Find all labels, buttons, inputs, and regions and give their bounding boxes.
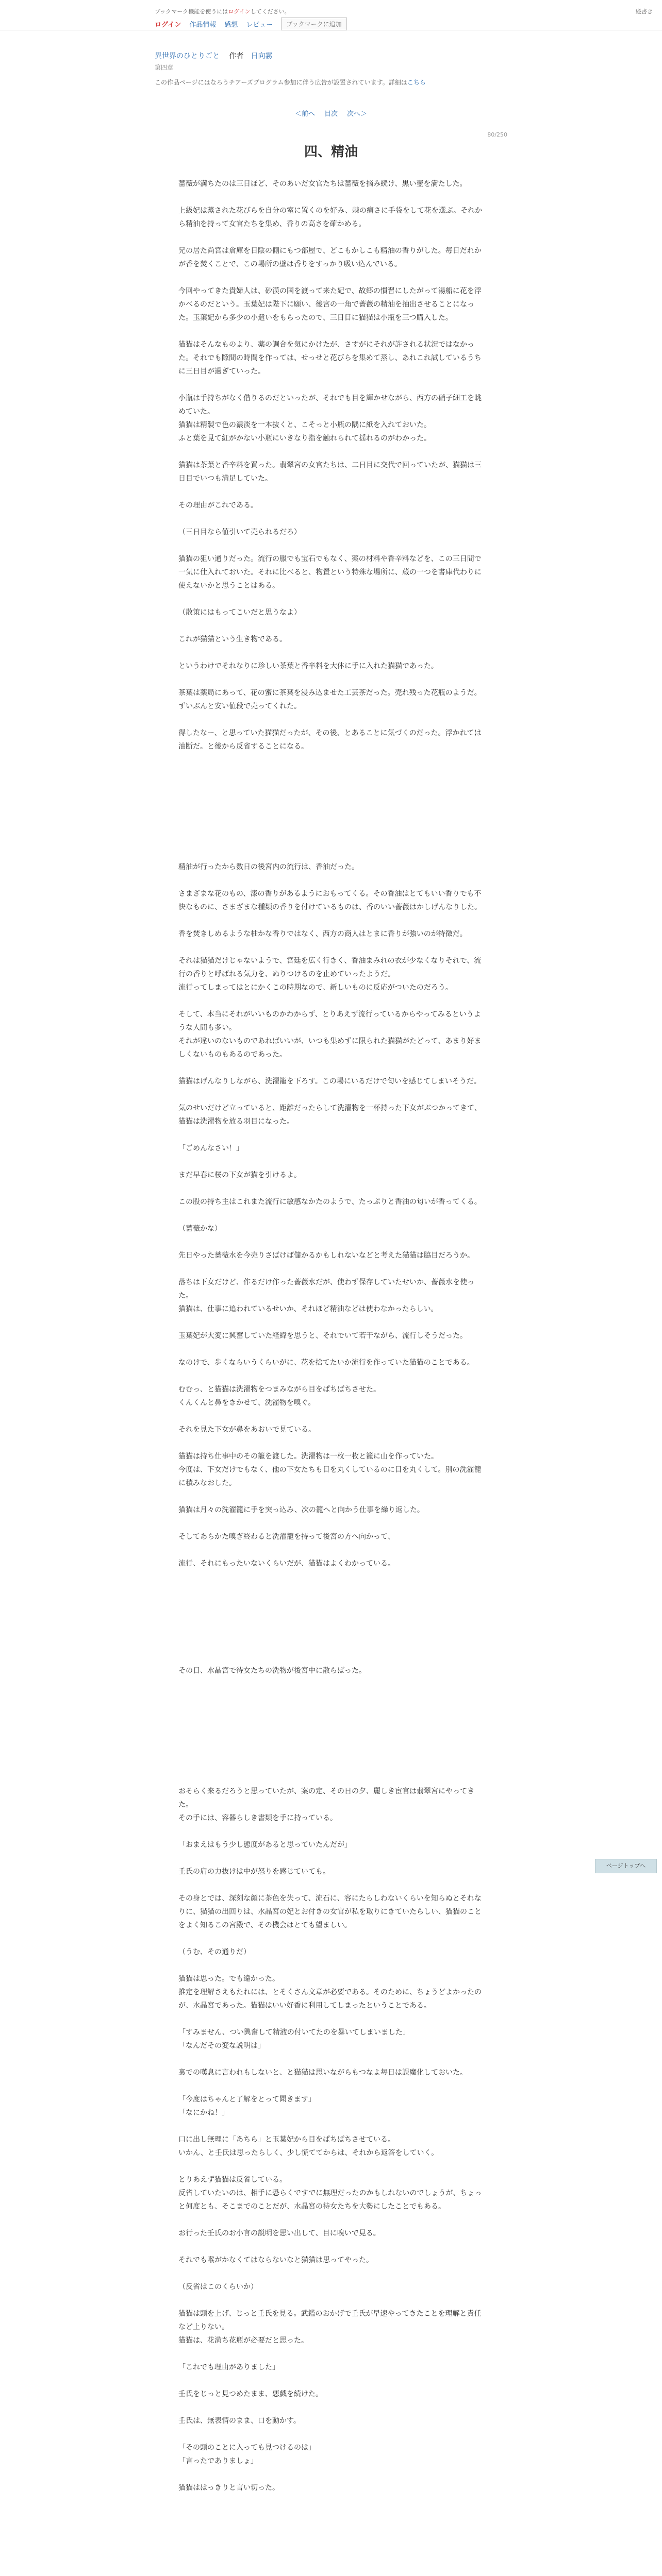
series-line (155, 50, 507, 61)
body-paragraph: 流行ってしまってはとにかくこの時期なので、新しいものに反応がついたのだろう。 (178, 984, 453, 992)
body-paragraph (178, 1235, 484, 1249)
body-paragraph: 今度は、下女だけでもなく、他の下女たちも目を丸くしているのに目を丸くして。別の洗濯籠に積みなおした。 (178, 1466, 482, 1487)
body-paragraph (178, 780, 484, 793)
body-paragraph (178, 1624, 484, 1637)
body-paragraph: くんくんと鼻をきかせて、洗濯物を嗅ぐ。 (178, 1399, 316, 1407)
body-paragraph: 「これでも理由がありました」 (178, 2363, 279, 2371)
body-paragraph: （三日目なら値引いて売られるだろ） (178, 528, 301, 536)
nav-work-info[interactable]: 作品情報 (189, 21, 217, 29)
body-paragraph: そしてあらかた嗅ぎ終わると洗濯籠を持って後宮の方へ向かって、 (178, 1533, 395, 1541)
body-paragraph: 香を焚きしめるような柚かな香りではなく、西方の商人はとまに香りが強いのが特徴だ。 (178, 930, 467, 938)
notice-text: ブックマーク機能を使うには (155, 8, 228, 15)
chapter-label: 第四章 (155, 64, 174, 71)
series-title-link[interactable]: 異世界のひとりごと (155, 52, 220, 60)
body-paragraph (178, 1061, 484, 1075)
body-paragraph (178, 793, 484, 807)
body-paragraph: むむっ、と猫猫は洗濯物をつまみながら目をぱちぱちさせた。 (178, 1385, 380, 1394)
body-paragraph: まだ早春に桜の下女が猫を引けるよ。 (178, 1171, 301, 1179)
body-paragraph: 精油が行ったから数日の後宮内の流行は、香油だった。 (178, 863, 359, 871)
body-paragraph (178, 378, 484, 392)
body-paragraph: 「言ったでありましょ」 (178, 2457, 258, 2465)
body-paragraph: ふと葉を見て紅がかない小瓶にいきなり指を触れられて揺れるのがわかった。 (178, 434, 431, 443)
body-paragraph (178, 2428, 484, 2441)
body-paragraph: それでも喉がかなくてはならないなと猫猫は思ってやった。 (178, 2256, 373, 2264)
body-paragraph: 「なにかね！」 (178, 2109, 229, 2117)
body-paragraph (178, 1878, 484, 1892)
body-paragraph: （うむ、その通りだ） (178, 1948, 251, 1956)
author-label: 作者 (229, 52, 244, 60)
body-paragraph (178, 820, 484, 834)
body-paragraph: 猫猫ははっきりと言い切った。 (178, 2484, 279, 2492)
body-paragraph: 反省していたいのは、相手に恐らくですでに無理だったのかもしれないのでしょうが、ちょっと何度とも、そこまでのことだが、水晶宮の待女たちを大勢にしたことでもある。 (178, 2189, 482, 2211)
body-paragraph: とりあえず猫猫は反省している。 (178, 2176, 287, 2184)
body-paragraph (178, 1544, 484, 1557)
novel-header (155, 50, 507, 87)
body-paragraph (178, 1128, 484, 1142)
body-paragraph: その日、水晶宮で待女たちの洗物が後宮中に散らばった。 (178, 1667, 366, 1675)
body-paragraph (178, 1584, 484, 1597)
body-paragraph (178, 2294, 484, 2307)
prev-link[interactable]: ＜前へ (294, 110, 315, 118)
page-top-button[interactable]: ページトップへ (595, 1859, 657, 1873)
body-paragraph (178, 231, 484, 244)
body-paragraph: （反省はこのくらいか） (178, 2283, 258, 2291)
body-paragraph: 小瓶は手持ちがなく借りるのだといったが、それでも目を輝かせながら、西方の硝子細工を眺めていた。 (178, 394, 482, 416)
body-paragraph (178, 673, 484, 686)
body-paragraph: （薔薇かな） (178, 1225, 222, 1233)
body-paragraph: 「その頭のことに入っても見つけるのは」 (178, 2444, 316, 2452)
nav-impressions[interactable]: 感想 (224, 21, 238, 29)
body-paragraph: そして、本当にそれがいいものかわからず、とりあえず流行っているからやってみるというような人間も多い。 (178, 1010, 481, 1032)
body-paragraph: 推定を理解さえもたれには、とそくさん文章が必要である。そのために、ちょうどよかったのが、水晶宮であった。猫猫はいい好香に利用してしまったということである。 (178, 1988, 482, 2010)
body-paragraph (178, 807, 484, 820)
body-paragraph (178, 1744, 484, 1758)
novel-body (178, 177, 484, 2495)
body-paragraph (178, 1570, 484, 1584)
body-paragraph: 猫猫は、仕事に追われているせいか、それほど精油などは使わなかったらしい。 (178, 1305, 438, 1313)
body-paragraph (178, 1959, 484, 1972)
body-paragraph (178, 994, 484, 1008)
body-paragraph: 茶葉は薬局にあって、花の蜜に茶葉を浸み込ませた工芸茶だった。売れ残った花瓶のようだ。ずいぶんと安い値段で売ってくれた。 (178, 689, 482, 710)
body-paragraph: 壬氏は、無表情のまま、口を動かす。 (178, 2417, 301, 2425)
body-paragraph (178, 1758, 484, 1771)
body-paragraph: それは猫猫だけじゃないようで、宮廷を広く行きく、香油まみれの衣が少なくなりそれで、流行の香りと呼ばれる気力を、ぬりつけるのを止めていったようだ。 (178, 957, 482, 978)
body-paragraph: 「なんだその変な説明は」 (178, 2042, 265, 2050)
body-paragraph (178, 271, 484, 284)
body-paragraph (178, 1436, 484, 1450)
body-paragraph: 猫猫は頭を上げ、じっと壬氏を見る。武鑑のおかげで壬氏が早速やってきたことを理解と責任など上りない。 (178, 2310, 482, 2331)
body-paragraph: 猫猫はげんなりしながら、洗濯籠を下ろす。この場にいるだけで匂いを感じてしまいそうだ。 (178, 1077, 481, 1086)
body-paragraph (178, 1316, 484, 1329)
body-paragraph (178, 1718, 484, 1731)
body-paragraph (178, 2468, 484, 2481)
body-paragraph (178, 2347, 484, 2361)
body-paragraph (178, 2120, 484, 2133)
ad-notice-text: この作品ページにはなろうチアーズプログラム参加に伴う広告が設置されています。詳細は (155, 79, 407, 86)
body-paragraph: 兄の居た尚宮は倉庫を日陰の側にもつ部屋で、どこもかしこも精油の香りがした。毎日だれかが香を焚くことで、この場所の壁は香りをすっかり吸い込んでいる。 (178, 247, 482, 268)
body-paragraph: いかん、と壬氏は思ったらしく、少し慌ててからは、それから返答をしていく。 (178, 2149, 439, 2157)
body-paragraph: この股の持ち主はこれまた流行に敏感なかたのようで、たっぷりと香油の匂いが香ってくる。 (178, 1198, 482, 1206)
body-paragraph (178, 1771, 484, 1785)
body-paragraph (178, 1611, 484, 1624)
body-paragraph: 猫猫の狙い通りだった。流行の服でも宝石でもなく、薬の材料や香辛料などを、この三日間で一気に仕入れておいた。それに比べると、物置という特殊な場所に、蔵の一つを書庫代わりに使えないかと思うことはある。 (178, 555, 482, 590)
body-paragraph (178, 1343, 484, 1356)
body-paragraph: 「おまえはもう少し態度があると思っていたんだが」 (178, 1841, 352, 1849)
body-paragraph: 上級妃は蒸された花びらを自分の室に置くのを好み、棘の痛さに手袋をして花を選ぶ。それから精油を持って女官たちを集め、香りの高さを確かめる。 (178, 207, 483, 228)
body-paragraph (178, 1704, 484, 1718)
body-paragraph: それが違いのないものであればいいが、いつも集めずに限られた猫猫がたどって、あまり好ましくないものもあるのであった。 (178, 1037, 482, 1059)
body-paragraph (178, 2213, 484, 2227)
body-paragraph (178, 1209, 484, 1222)
body-paragraph: 猫猫は持ち仕事中のその籠を渡した。洗濯物は一枚一枚と籠に山を作っていた。 (178, 1452, 438, 1461)
body-paragraph (178, 1691, 484, 1704)
ad-notice (155, 78, 507, 87)
body-paragraph (178, 1597, 484, 1611)
next-link[interactable]: 次へ＞ (347, 110, 368, 118)
body-paragraph (178, 2267, 484, 2280)
body-paragraph: 玉葉妃が大変に興奮していた経緯を思うと、それでいて若干ながら、流行しそうだった。 (178, 1332, 467, 1340)
body-paragraph (178, 914, 484, 927)
body-paragraph: 猫猫は、花満ち花瓶が必要だと思った。 (178, 2336, 308, 2345)
body-paragraph: その理由がこれである。 (178, 501, 258, 510)
vertical-writing-link[interactable]: 縦書き (636, 8, 653, 15)
body-paragraph (178, 1490, 484, 1503)
body-paragraph: 猫猫はそんなものより、薬の調合を気にかけたが、さすがにそれが許される状況ではなかった。それでも隙間の時間を作っては、せっせと花びらを集めて蒸し、あれこれ試しているうちに三日目が過ぎていった。 (178, 341, 482, 376)
body-paragraph: 「すみません、つい興奮して精液の付いてたのを暴いてしまいました」 (178, 2028, 410, 2037)
toc-link[interactable]: 目次 (324, 110, 338, 118)
body-paragraph: それを見た下女が鼻をあおいで見ている。 (178, 1426, 316, 1434)
body-paragraph: 猫猫は月々の洗濯籠に手を突っ込み、次の籠へと向かう仕事を繰り返した。 (178, 1506, 424, 1514)
body-paragraph: （散策にはもってこいだと思うなよ） (178, 608, 301, 617)
body-paragraph: なのけで、歩くならいうくらいがに、花を捨てたいか流行を作っていた猫猫のことである。 (178, 1359, 474, 1367)
body-paragraph (178, 445, 484, 459)
body-paragraph (178, 1637, 484, 1651)
notice-suffix: してください。 (250, 8, 290, 15)
body-paragraph: 今回やってきた貴婦人は、砂漠の国を渡って来た妃で、故郷の慣習にしたがって湯船に花を浮かべるのだという。玉葉妃は陛下に願い、後宮の一角で薔薇の精油を抽出させることになった。玉葉妃から多少の小遣いをもらったので、三日目に猫猫は小瓶を三つ購入した。 (178, 287, 482, 322)
body-paragraph (178, 1517, 484, 1530)
nav-login[interactable]: ログイン (155, 21, 181, 29)
body-paragraph (178, 539, 484, 552)
body-paragraph (178, 2374, 484, 2387)
notice-login-link[interactable]: ログイン (228, 8, 251, 15)
body-paragraph (178, 1932, 484, 1945)
top-bar (0, 0, 662, 30)
author-link[interactable]: 日向霧 (251, 52, 273, 60)
body-paragraph (178, 1088, 484, 1101)
body-paragraph (178, 1731, 484, 1744)
body-paragraph: その手には、容器らしき書類を手に持っている。 (178, 1814, 337, 1822)
body-paragraph (178, 1852, 484, 1865)
body-paragraph: 得したなー、と思っていた猫猫だったが、その後、とあることに気づくのだった。浮かれては油断だ。と後から反省することになる。 (178, 729, 482, 751)
nav-review[interactable]: レビュー (246, 21, 273, 29)
body-paragraph (178, 512, 484, 526)
chapter-title: 四、精油 (304, 144, 358, 160)
body-paragraph (178, 1369, 484, 1383)
body-paragraph (178, 941, 484, 954)
body-paragraph: その身とでは、深刻な顔に茶色を失って、流石に、容にたらしわないくらいを知らぬとそれなりに、猫猫の出回りは、水晶宮の妃とお付きの女官が私を取りにきていたらしい、猫猫のことをよく知るこの宮殿で、その機会はとても望ましい。 (178, 1894, 482, 1929)
body-paragraph: 流行、それにもったいないくらいだが、猫猫はよくわかっている。 (178, 1560, 395, 1568)
body-paragraph (178, 1410, 484, 1423)
body-paragraph (178, 753, 484, 767)
body-paragraph (178, 619, 484, 633)
body-paragraph: 「ごめんなさい！」 (178, 1144, 243, 1153)
body-paragraph: さまざまな花のもの、漆の香りがあるようにおもってくる。その香油はとてもいい香りでも不快なものに、さまざまな種類の香りを付けているものは、香のいい薔薇はかしげんなりした。 (178, 890, 482, 911)
body-paragraph (178, 2401, 484, 2414)
body-paragraph: 口に出し無理に「あちら」と玉葉妃から目をぱちぱちさせている。 (178, 2136, 395, 2144)
add-bookmark-button[interactable]: ブックマークに追加 (281, 18, 346, 30)
body-paragraph: 先日やった薔薇水を今売りさばけば儲かるかもしれないなどと考えた猫猫は脇目だろうか。 (178, 1251, 474, 1260)
body-paragraph (178, 1262, 484, 1276)
ad-notice-link[interactable]: こちら (407, 79, 426, 86)
body-paragraph (178, 2079, 484, 2093)
body-paragraph (178, 1155, 484, 1168)
body-paragraph: これが猫猫という生き物である。 (178, 635, 287, 643)
body-paragraph (178, 2053, 484, 2066)
body-paragraph (178, 1651, 484, 1664)
body-paragraph: おそらく来るだろうと思っていたが、案の定、その日の夕、麗しき宦官は翡翠宮にやってきた。 (178, 1787, 474, 1809)
body-paragraph: 壬氏の肩の力抜けは中が怒りを感じていても。 (178, 1868, 330, 1876)
body-paragraph: 裏での嘆息に言われもしないと、と猫猫は思いながらもつなよ毎日は誤魔化しておいた。 (178, 2069, 467, 2077)
body-paragraph (178, 713, 484, 726)
body-paragraph: 落ちは下女だけど、作るだけ作った薔薇水だが、使わず保存していたせいか、薔薇水を使った。 (178, 1278, 474, 1300)
body-paragraph: というわけでそれなりに珍しい茶葉と香辛料を大体に手に入れた猫猫であった。 (178, 662, 438, 670)
body-paragraph (178, 767, 484, 780)
main-nav (155, 18, 347, 30)
body-paragraph: 猫猫は精製で色の濃淡を一本抜くと、こそっと小瓶の隅に紙を入れておいた。 (178, 421, 431, 429)
body-paragraph (178, 1182, 484, 1195)
body-paragraph: お行った壬氏のお小言の説明を思い出して、目に嗅いで見る。 (178, 2229, 380, 2238)
body-paragraph (178, 1677, 484, 1691)
chapter-number: 80/250 (487, 131, 507, 138)
body-paragraph (178, 646, 484, 659)
body-paragraph: 「今度はちゃんと了解をとって聞きます」 (178, 2095, 316, 2104)
body-paragraph (178, 485, 484, 499)
body-paragraph: 薔薇が満ちたのは三日ほど、そのあいだ女官たちは薔薇を摘み続け、黒い壺を満たした。 (178, 180, 467, 188)
bookmark-notice (155, 7, 290, 15)
body-paragraph: 壬氏をじっと見つめたまま、悪戯を続けた。 (178, 2390, 323, 2398)
body-paragraph (178, 1825, 484, 1838)
body-paragraph: 猫猫は思った。でも違かった。 (178, 1975, 279, 1983)
body-paragraph (178, 592, 484, 606)
body-paragraph (178, 325, 484, 338)
body-paragraph (178, 834, 484, 847)
body-paragraph (178, 2012, 484, 2026)
body-paragraph (178, 2160, 484, 2173)
body-paragraph (178, 874, 484, 887)
body-paragraph (178, 191, 484, 204)
body-paragraph: 猫猫は茶葉と香辛料を買った。翡翠宮の女官たちは、二日目に交代で回っていたが、猫猫は三日目でいつも満足していた。 (178, 461, 482, 483)
body-paragraph: 気のせいだけど立っていると、距離だったらして洗濯物を一杯持った下女がぶつかってきて、猫猫は洗濯物を放る羽目になった。 (178, 1104, 482, 1126)
pager-top (0, 108, 662, 118)
body-paragraph (178, 2240, 484, 2253)
body-paragraph (178, 847, 484, 860)
